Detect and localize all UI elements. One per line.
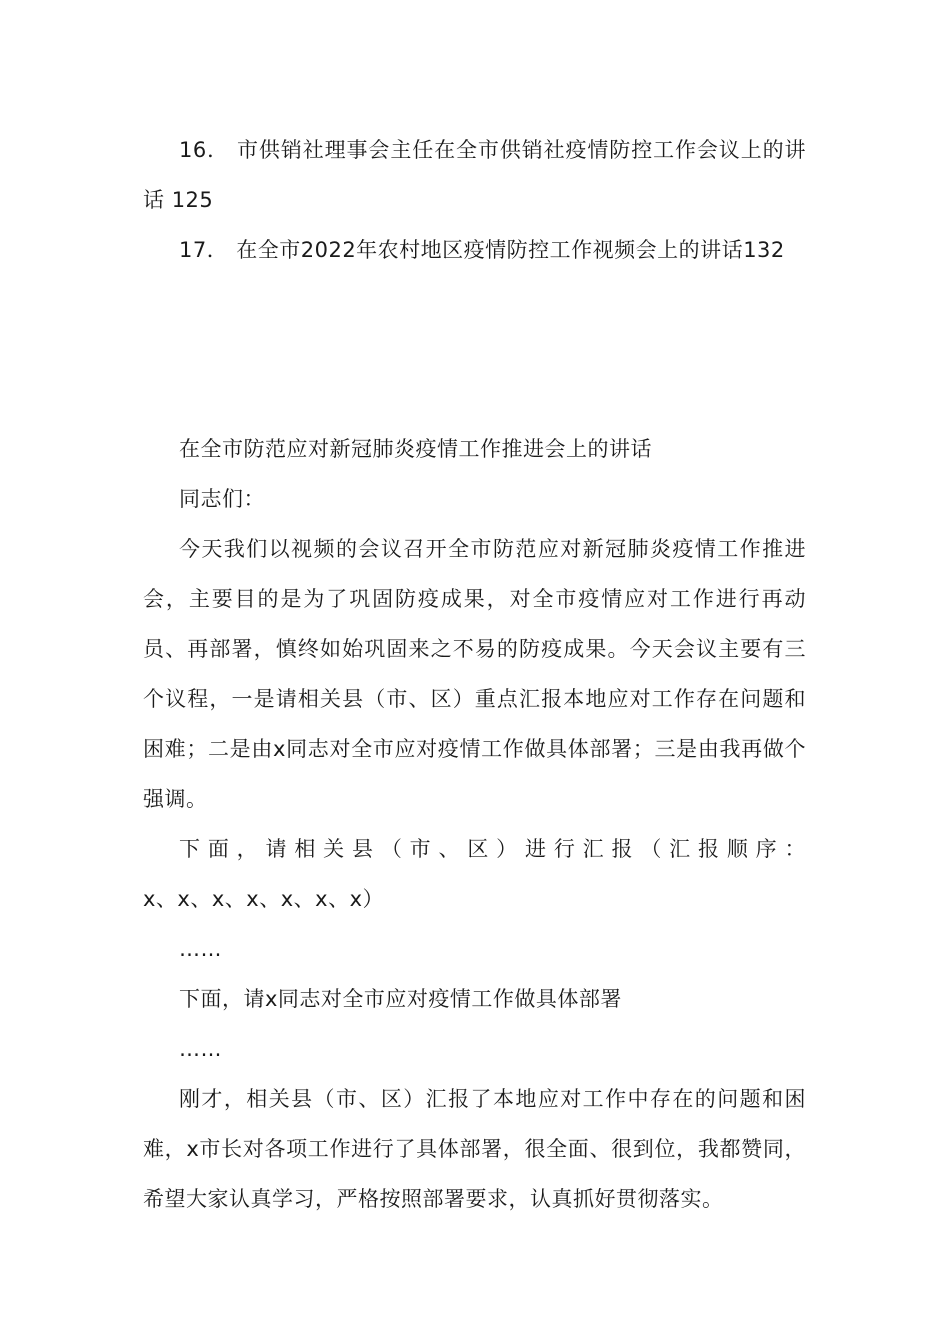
paragraph-deployment: 下面，请x同志对全市应对疫情工作做具体部署 [179,987,622,1011]
ellipsis-1: …… [179,937,222,961]
toc-item-16 [143,125,806,225]
report-order-intro: 下面，请相关县（市、区）进行汇报（汇报顺序： [179,837,806,861]
paragraph-report-order [143,824,806,924]
document-title: 在全市防范应对新冠肺炎疫情工作推进会上的讲话 [179,437,652,461]
toc-title: 在全市2022年农村地区疫情防控工作视频会上的讲话 [236,238,744,262]
paragraph-opening: 今天我们以视频的会议召开全市防范应对新冠肺炎疫情工作推进会，主要目的是为了巩固防疫成果，对全市疫情应对工作进行再动员、再部署，慎终如始巩固来之不易的防疫成果。今天会议主要有三个议程，一是请相关县（市、区）重点汇报本地应对工作存在问题和困难；二是由x同志对全市应对疫情工作做具体部署；三是由我再做个强调。 [143,537,806,811]
toc-title: 市供销社理事会主任在全市供销社疫情防控工作会议上的讲话 [143,138,806,212]
ellipsis-2: …… [179,1037,222,1061]
toc-page: 132 [743,238,785,262]
toc-number: 17． [179,238,229,262]
toc-page: 125 [171,188,214,212]
report-order-list: x、x、x、x、x、x、x） [143,887,384,911]
salutation: 同志们： [179,487,265,511]
toc-number: 16． [179,138,230,162]
toc-item-17 [143,225,806,275]
paragraph-closing: 刚才，相关县（市、区）汇报了本地应对工作中存在的问题和困难，x市长对各项工作进行了具体部署，很全面、很到位，我都赞同，希望大家认真学习，严格按照部署要求，认真抓好贯彻落实。 [143,1087,806,1211]
